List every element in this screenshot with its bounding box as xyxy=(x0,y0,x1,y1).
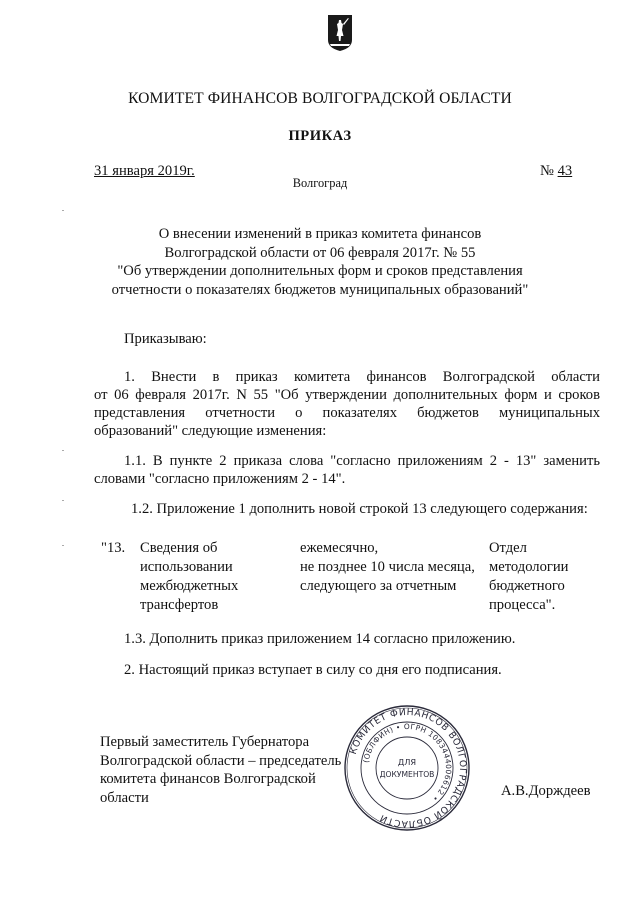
subject-line: "Об утверждении дополнительных форм и сроков представления xyxy=(117,263,523,279)
city-name: Волгоград xyxy=(292,176,348,190)
subject-line: отчетности о показателях бюджетов муниципальных образований" xyxy=(111,281,529,298)
stamp-inner-text: (ОБЛФИН) • ОГРН 1083444006612 • xyxy=(361,721,454,804)
paragraph-1-1-line: словами "согласно приложениям 2 - 14". xyxy=(94,471,346,487)
scan-mark xyxy=(62,545,64,546)
cell-line: трансфертов xyxy=(140,597,219,613)
subject-line: О внесении изменений в приказ комитета финансов xyxy=(158,226,482,242)
number-prefix: № xyxy=(540,163,554,179)
cell-line: следующего за отчетным xyxy=(300,578,457,594)
scan-mark xyxy=(62,210,64,211)
paragraph-1-line: от 06 февраля 2017г. N 55 "Об утверждении дополнительных форм и сроков xyxy=(94,387,600,403)
row-column-indicator xyxy=(140,539,238,615)
row-column-period xyxy=(300,539,475,596)
order-word: Приказываю: xyxy=(124,331,207,347)
cell-line: межбюджетных xyxy=(140,578,239,594)
paragraph-2: 2. Настоящий приказ вступает в силу со дня его подписания. xyxy=(124,662,502,678)
stamp-center-line: ДОКУМЕНТОВ xyxy=(379,770,435,779)
paragraph-1-line: образований" следующие изменения: xyxy=(94,423,327,439)
paragraph-1-line: 1. Внести в приказ комитета финансов Волгоградской области xyxy=(124,369,600,385)
official-stamp xyxy=(343,704,471,832)
stamp-center-line: ДЛЯ xyxy=(397,757,417,767)
scan-mark xyxy=(62,450,64,451)
stamp-outer-text: КОМИТЕТ ФИНАНСОВ ВОЛГОГРАДСКОЙ ОБЛАСТИ xyxy=(347,706,469,830)
cell-line: Отдел xyxy=(489,540,527,556)
cell-line: процесса". xyxy=(489,597,556,613)
signatory-line: области xyxy=(100,789,149,806)
number-value: 43 xyxy=(557,163,573,179)
subject-line: Волгоградской области от 06 февраля 2017г. № 55 xyxy=(164,244,476,261)
cell-line: использовании xyxy=(140,559,233,575)
paragraph-1-line: представления отчетности о показателях бюджетов муниципальных xyxy=(94,405,600,421)
cell-line: бюджетного xyxy=(489,578,565,594)
row-number: "13. xyxy=(101,540,126,556)
paragraph-1-1-line: 1.1. В пункте 2 приказа слова "согласно приложениям 2 - 13" заменить xyxy=(124,453,600,469)
cell-line: ежемесячно, xyxy=(300,540,379,556)
paragraph-1-2: 1.2. Приложение 1 дополнить новой строкой 13 следующего содержания: xyxy=(131,501,588,517)
row-column-responsible xyxy=(489,539,569,615)
coat-of-arms-emblem xyxy=(327,14,353,52)
signatory-position xyxy=(100,733,341,807)
signatory-name: А.В.Дорждеев xyxy=(501,783,591,799)
signatory-line: Первый заместитель Губернатора xyxy=(100,734,310,750)
document-type-title: ПРИКАЗ xyxy=(288,128,352,144)
signatory-line: комитета финансов Волгоградской xyxy=(100,771,316,787)
cell-line: методологии xyxy=(489,559,569,575)
committee-title: КОМИТЕТ ФИНАНСОВ ВОЛГОГРАДСКОЙ ОБЛАСТИ xyxy=(128,90,512,107)
order-subject xyxy=(60,225,580,299)
cell-line: не позднее 10 числа месяца, xyxy=(300,559,475,575)
cell-line: Сведения об xyxy=(140,540,218,556)
paragraph-1-3: 1.3. Дополнить приказ приложением 14 согласно приложению. xyxy=(124,631,516,647)
signatory-line: Волгоградской области – председатель xyxy=(100,752,342,769)
scan-mark xyxy=(62,500,64,501)
order-date: 31 января 2019г. xyxy=(94,163,195,179)
